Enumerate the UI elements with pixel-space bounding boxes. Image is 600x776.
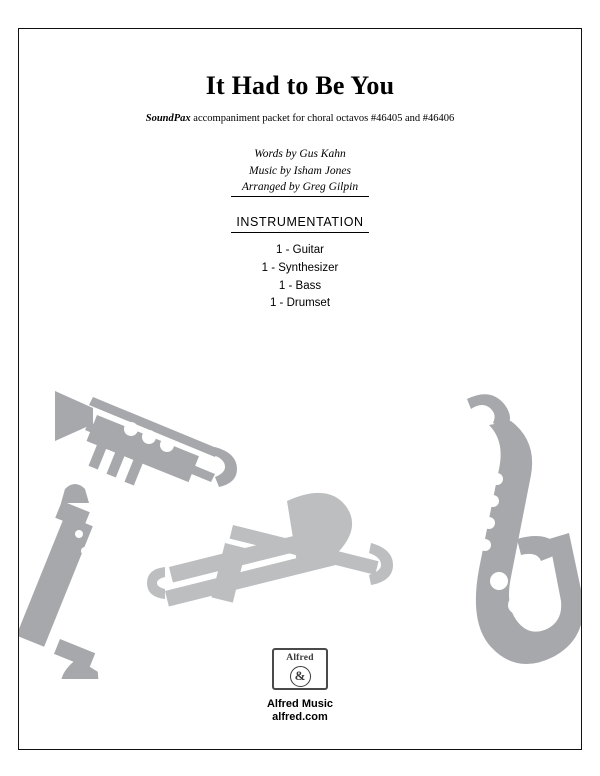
- subtitle-rest: accompaniment packet for choral octavos #46405 and #46406: [190, 113, 455, 124]
- footer: [19, 648, 581, 723]
- soundpax-brand: SoundPax: [145, 113, 191, 124]
- list-item: 1 - Synthesizer: [261, 261, 339, 274]
- credit-words: Words by Gus Kahn: [254, 148, 346, 160]
- alfred-logo: [272, 648, 328, 690]
- logo-ampersand: &: [274, 663, 326, 687]
- instrumentation-list: [19, 242, 581, 313]
- instrumentation-heading: INSTRUMENTATION: [236, 215, 364, 230]
- trumpet-icon: [55, 391, 237, 487]
- instrumentation-rule-bottom: [231, 232, 369, 233]
- publisher-website: alfred.com: [272, 711, 328, 723]
- logo-wordmark: Alfred: [286, 653, 314, 663]
- publisher-name: Alfred Music: [266, 698, 333, 710]
- trombone-icon: [147, 493, 393, 607]
- cover-sheet: [18, 28, 582, 750]
- credit-arranger: Arranged by Greg Gilpin: [241, 181, 359, 194]
- list-item: 1 - Bass: [278, 279, 322, 292]
- instrument-artwork: [19, 329, 581, 679]
- list-item: 1 - Drumset: [269, 297, 331, 310]
- saxophone-icon: [467, 394, 581, 664]
- instrumentation-rule-top: [231, 196, 369, 197]
- page-title: It Had to Be You: [205, 71, 395, 100]
- instrumentation-section: [19, 196, 581, 313]
- credit-music: Music by Isham Jones: [249, 164, 351, 177]
- list-item: 1 - Guitar: [276, 244, 324, 257]
- credits-block: [19, 146, 581, 196]
- subtitle: [19, 113, 581, 124]
